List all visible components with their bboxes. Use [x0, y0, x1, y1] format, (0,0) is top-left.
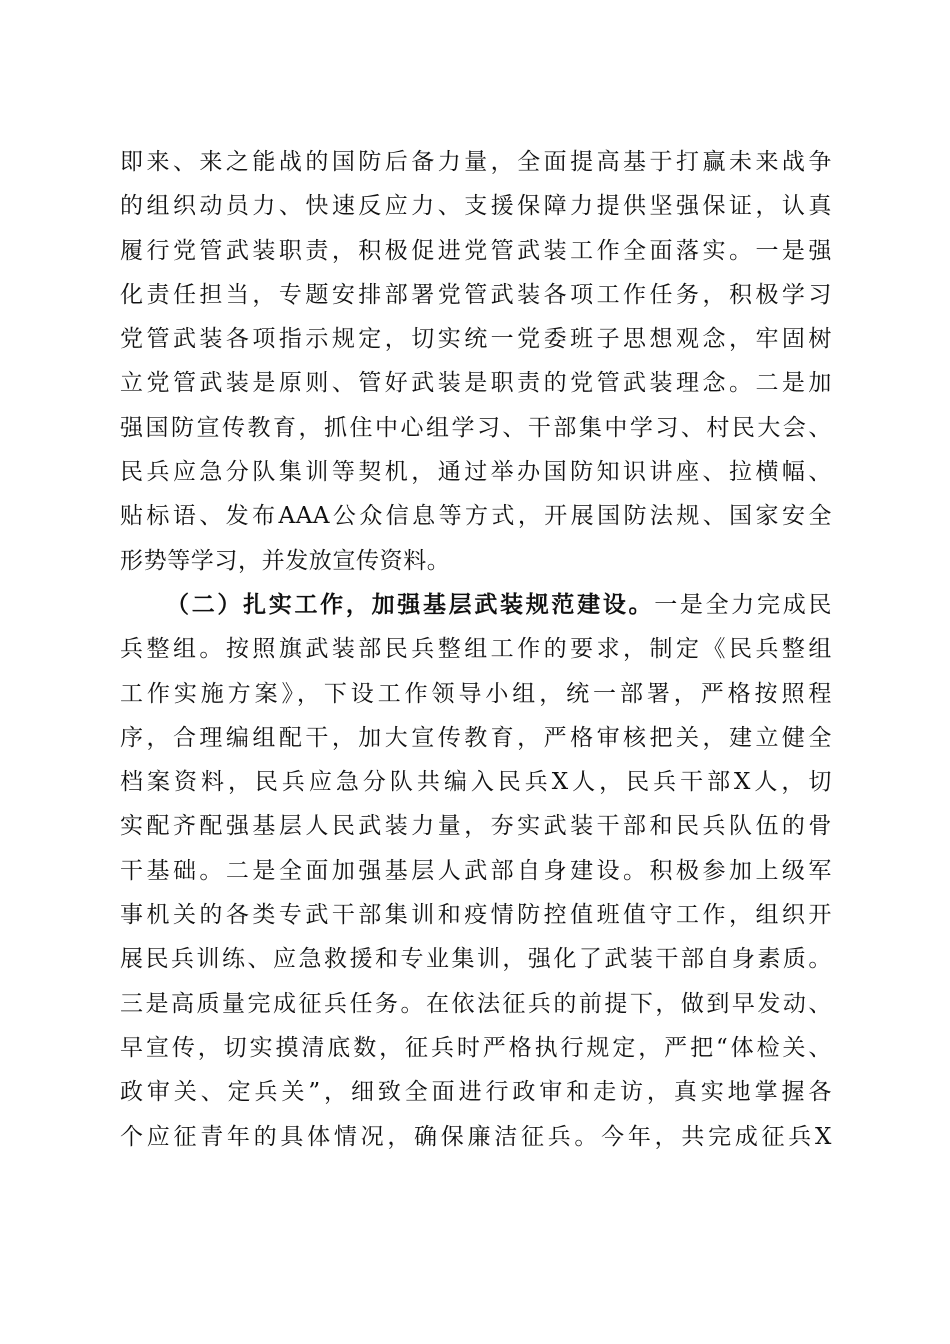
- paragraph-line: 化责任担当，专题安排部署党管武装各项工作任务，积极学习: [120, 281, 832, 308]
- paragraph-line: 个应征青年的具体情况，确保廉洁征兵。今年，共完成征兵X: [120, 1123, 832, 1150]
- paragraph-line: 贴标语、发布AAA公众信息等方式，开展国防法规、国家安全: [120, 503, 832, 530]
- paragraph-line: 展民兵训练、应急救援和专业集训，强化了武装干部自身素质。: [120, 946, 832, 973]
- paragraph-line: 事机关的各类专武干部集训和疫情防控值班值守工作，组织开: [120, 902, 832, 929]
- paragraph-line: 序，合理编组配干，加大宣传教育，严格审核把关，建立健全: [120, 724, 832, 751]
- paragraph-first-line: [120, 583, 832, 627]
- paragraph-line: 干基础。二是全面加强基层人武部自身建设。积极参加上级军: [120, 857, 832, 884]
- paragraph-line: 实配齐配强基层人民武装力量，夯实武装干部和民兵队伍的骨: [120, 813, 832, 840]
- paragraph-line: 立党管武装是原则、管好武装是职责的党管武装理念。二是加: [120, 370, 832, 397]
- paragraph-line: 履行党管武装职责，积极促进党管武装工作全面落实。一是强: [120, 237, 832, 264]
- paragraph-line: 早宣传，切实摸清底数，征兵时严格执行规定，严把“体检关、: [120, 1034, 832, 1061]
- section-heading: （二）扎实工作，加强基层武装规范建设。: [166, 590, 655, 618]
- paragraph-line: 民兵应急分队集训等契机，通过举办国防知识讲座、拉横幅、: [120, 459, 832, 486]
- paragraph-line: 政审关、定兵关”，细致全面进行政审和走访，真实地掌握各: [120, 1079, 832, 1106]
- body-text: [120, 140, 832, 1159]
- paragraph-line: 的组织动员力、快速反应力、支援保障力提供坚强保证，认真: [120, 193, 832, 220]
- paragraph-line: 强国防宣传教育，抓住中心组学习、干部集中学习、村民大会、: [120, 414, 832, 441]
- paragraph-line: 三是高质量完成征兵任务。在依法征兵的前提下，做到早发动、: [120, 990, 832, 1017]
- paragraph-line: 兵整组。按照旗武装部民兵整组工作的要求，制定《民兵整组: [120, 636, 832, 663]
- paragraph-line: 形势等学习，并发放宣传资料。: [120, 547, 451, 574]
- paragraph-line: 工作实施方案》，下设工作领导小组，统一部署，严格按照程: [120, 680, 832, 707]
- paragraph-text: 一是全力完成民: [654, 591, 832, 618]
- paragraph-line: 档案资料，民兵应急分队共编入民兵X人，民兵干部X人，切: [120, 769, 832, 796]
- paragraph-line: 党管武装各项指示规定，切实统一党委班子思想观念，牢固树: [120, 326, 832, 353]
- paragraph-line: 即来、来之能战的国防后备力量，全面提高基于打赢未来战争: [120, 149, 832, 175]
